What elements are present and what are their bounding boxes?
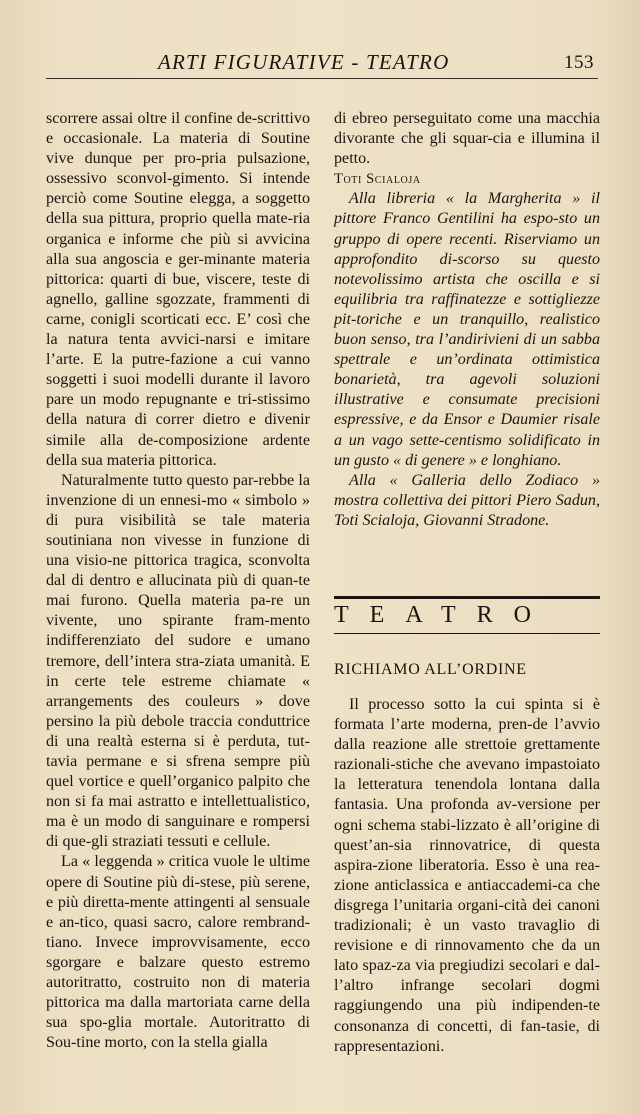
right-continuation: di ebreo perseguitato come una macchia divorante che gli squar-cia e illumina il petto. <box>334 110 600 168</box>
section-rule-top <box>334 596 600 599</box>
exhibition-notice-2: Alla « Galleria dello Zodiaco » mostra collettiva dei pittori Piero Sadun, Toti Scialoja, Giovanni Stradone. <box>334 471 600 529</box>
running-title: ARTI FIGURATIVE - TEATRO <box>158 50 450 74</box>
page-number: 153 <box>564 52 594 73</box>
author-name: Toti Scialoja <box>334 171 421 188</box>
section-rule-bottom <box>334 633 600 634</box>
exhibition-notice-1: Alla libreria « la Margherita » il pittore Franco Gentilini ha espo-sto un gruppo di opere recenti. Riserviamo un approfondito di-scorso su questo notevolissimo artista che oscilla e si equilibria tra raffinatezze e sottigliezze pit-toriche e un tranquillo, realistico buon senso, tra l’andirivieni di un sabba spettrale e un’ordinata ottimistica bonarietà, tra agevoli soluzioni illustrative e consumate precisioni espressive, e da Ensor e Daumier risale a un vago sette-centismo solidificato in un gusto « di genere » e longhiano. <box>334 190 600 469</box>
left-column <box>46 109 310 1053</box>
theatre-paragraph-1: Il processo sotto la cui spinta si è formata l’arte moderna, pren-de l’avvio dalla reazione alle strettoie grettamente razionali-stiche che avevano impastoiato la letteratura tenendola lontana dalla fantasia. Una profonda av-versione per ogni schema stabi-lizzato è all’origine di quest’an-sia rinnovatrice, di questa aspira-zione liberatoria. Esso è una rea-zione anticlassica e antiaccademi-ca che disgrega l’unitaria organi-cità dei canoni tradizionali; è un vasto travaglio di revisione e di rinnovamento che da un lato spaz-za via pregiudizi secolari e dal-l’altro infrange secolari dogmi raggiungendo una più indipenden-te consonanza di concetti, di fan-tasie, di rappresentazioni. <box>334 696 600 1055</box>
author-signature <box>334 169 600 189</box>
right-column <box>334 109 600 531</box>
article-subheading: RICHIAMO ALL’ORDINE <box>334 661 527 678</box>
theatre-article <box>334 695 600 1057</box>
section-header <box>334 596 600 634</box>
page-header <box>0 48 640 78</box>
left-paragraph-1: scorrere assai oltre il confine de-scrittivo e occasionale. La materia di Soutine vive dunque per pro-pria pulsazione, ossessivo sconvol-gimento. Si intende perciò come Soutine elegga, a soggetto della sua pittura, proprio quella mate-ria organica e informe che più si avvicina alla sua angoscia e ger-minante materia pittorica: quarti di bue, viscere, teste di agnello, galline sgozzate, frammenti di carne, conigli scorticati ecc. E’ così che la natura tenta avvici-narsi e imitare l’arte. E la putre-fazione a cui vanno soggetti i suoi modelli durante il lavoro pare un modo repugnante e tri-stissimo della natura di correr dietro e divenir simile alla de-composizione ardente della sua materia pittorica. <box>46 110 310 469</box>
header-rule <box>46 78 598 79</box>
left-paragraph-2: Naturalmente tutto questo par-rebbe la invenzione di un ennesi-mo « simbolo » di pura visibilità se tale materia soutiniana non vivesse in funzione di una visio-ne pittorica tragica, sconvolta dal di dentro e allucinata più di quan-te mai furono. Quella materia pa-re un vivente, uno spirante fram-mento indifferenziato del sudore e umano tremore, dell’intera stra-ziata umanità. E in certe tele estreme chiamate « arrangements des couleurs » dove persino la più debole traccia conduttrice di una realtà esterna si è perduta, tut-tavia permane e si sfrena sempre più quel vortice e quell’organico palpito che non si fa mai astratto e intellettualistico, ma è un modo di sanguinare e rompersi di que-gli straziati tessuti e cellule. <box>46 471 310 851</box>
section-title: TEATRO <box>334 602 552 628</box>
left-paragraph-3: La « leggenda » critica vuole le ultime opere di Soutine più di-stese, più serene, e più diretta-mente attingenti al sensuale e an-tico, quasi sacro, calore rembrand-tiano. Invece improvvisamente, ecco sgorgare e balzare questo estremo autoritratto, costruito non di materia pittorica ma dalla martoriata carne della sua spo-glia mortale. Autoritratto di Sou-tine morto, con la stella gialla <box>46 853 310 1052</box>
